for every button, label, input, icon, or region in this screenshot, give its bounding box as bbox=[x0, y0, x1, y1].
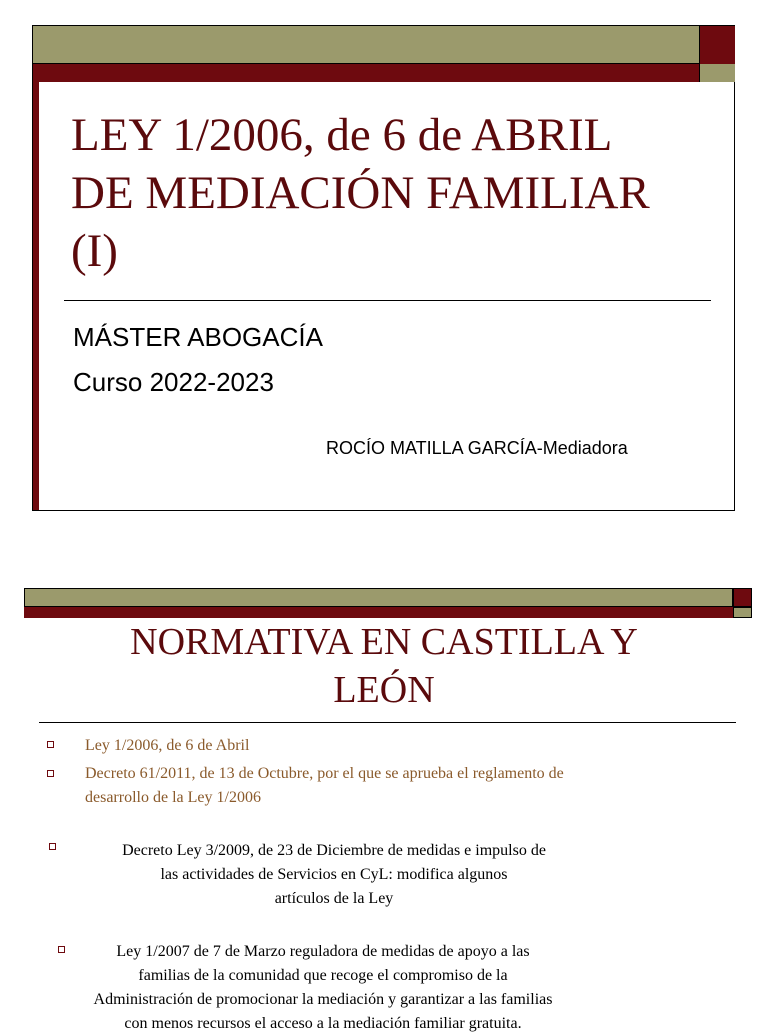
square-bullet-icon bbox=[49, 843, 56, 850]
header-red-bar bbox=[33, 64, 699, 82]
list-item bbox=[85, 762, 725, 810]
slide-1 bbox=[32, 25, 735, 511]
header-olive-square bbox=[733, 607, 752, 618]
list-item-line: Decreto Ley 3/2009, de 23 de Diciembre de medidas e impulso de bbox=[122, 842, 546, 859]
left-accent-stripe bbox=[33, 82, 39, 510]
title-divider bbox=[39, 722, 736, 723]
list-item-line: familias de la comunidad que recoge el compromiso de la bbox=[138, 967, 508, 984]
header-red-square bbox=[699, 26, 735, 64]
slide-2 bbox=[24, 588, 752, 1032]
header-olive-bar bbox=[33, 26, 699, 64]
list-item bbox=[70, 839, 598, 911]
title-line: NORMATIVA EN CASTILLA Y bbox=[130, 621, 638, 663]
list-item bbox=[38, 940, 608, 1036]
list-item-line: con menos recursos el acceso a la mediación familiar gratuita. bbox=[124, 1015, 522, 1032]
list-item bbox=[85, 734, 249, 758]
subtitle-course: Curso 2022-2023 bbox=[73, 367, 274, 397]
author-line: ROCÍO MATILLA GARCÍA-Mediadora bbox=[326, 438, 628, 458]
list-item-line: las actividades de Servicios en CyL: modifica algunos bbox=[160, 866, 508, 883]
title-line: (I) bbox=[71, 225, 118, 277]
square-bullet-icon bbox=[47, 741, 54, 748]
header-olive-square bbox=[699, 64, 735, 82]
subtitle-program: MÁSTER ABOGACÍA bbox=[73, 322, 323, 352]
square-bullet-icon bbox=[47, 770, 54, 777]
header-olive-bar bbox=[24, 588, 733, 607]
title-divider bbox=[64, 300, 711, 301]
header-red-bar bbox=[24, 607, 733, 618]
slide-2-title bbox=[24, 618, 744, 714]
list-item-line: Ley 1/2007 de 7 de Marzo reguladora de medidas de apoyo a las bbox=[116, 943, 530, 960]
list-item-line: Decreto 61/2011, de 13 de Octubre, por el que se aprueba el reglamento de bbox=[85, 765, 564, 782]
list-item-line: Administración de promocionar la mediación y garantizar a las familias bbox=[93, 991, 553, 1008]
title-line: LEY 1/2006, de 6 de ABRIL bbox=[71, 109, 613, 161]
title-line: DE MEDIACIÓN FAMILIAR bbox=[71, 167, 650, 219]
title-line: LEÓN bbox=[333, 669, 435, 711]
list-item-line: artículos de la Ley bbox=[274, 890, 394, 907]
list-item-line: desarrollo de la Ley 1/2006 bbox=[85, 789, 261, 806]
header-red-square bbox=[733, 588, 752, 607]
slide-1-title bbox=[71, 106, 721, 280]
list-item-line: Ley 1/2006, de 6 de Abril bbox=[85, 737, 250, 754]
